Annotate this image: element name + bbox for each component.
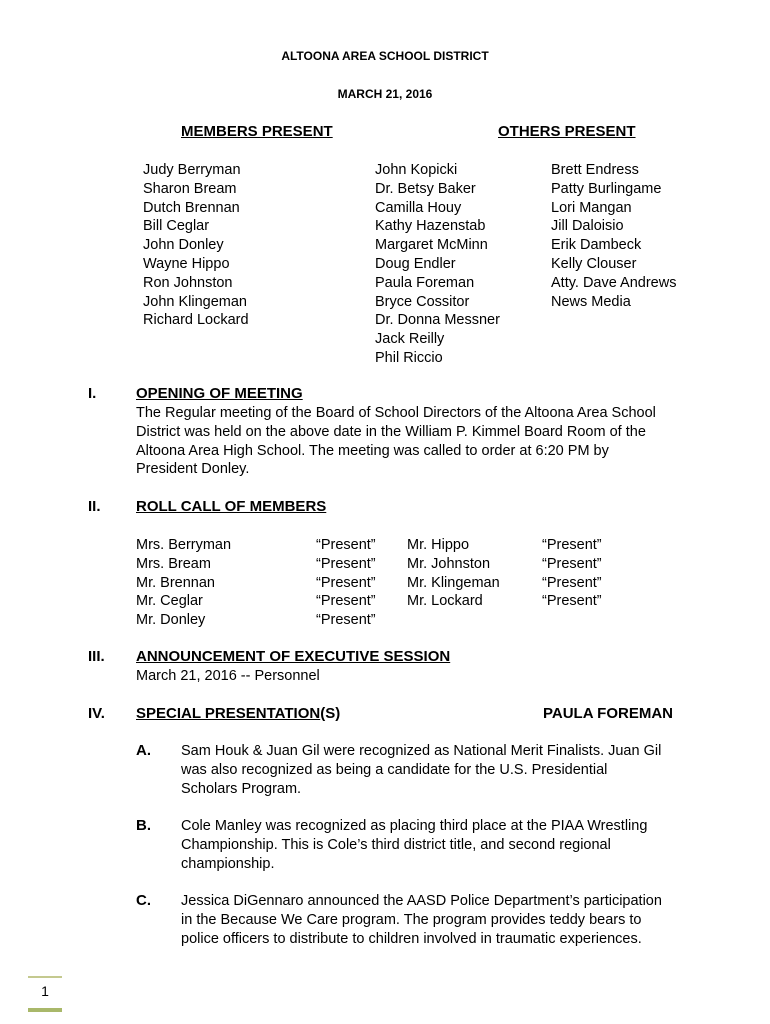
member-name: Sharon Bream: [143, 180, 237, 197]
other-name: Phil Riccio: [375, 349, 443, 366]
roll-call-left-names: [136, 536, 231, 630]
section-number: IV.: [88, 705, 105, 722]
member-name: John Klingeman: [143, 293, 247, 310]
other-name: Camilla Houy: [375, 199, 462, 216]
other-name: John Kopicki: [375, 162, 458, 178]
section-number: I.: [88, 385, 97, 402]
item-line: Jessica DiGennaro announced the AASD Police Department’s participation: [181, 893, 662, 909]
section-title-roll-call: ROLL CALL OF MEMBERS: [136, 498, 327, 515]
member-name: Wayne Hippo: [143, 255, 230, 272]
document-date: MARCH 21, 2016: [337, 87, 433, 101]
others-present-list-2: [551, 161, 676, 311]
other-name: Doug Endler: [375, 255, 456, 272]
section-title-suffix: (S): [320, 705, 341, 722]
other-name: Patty Burlingame: [551, 180, 662, 197]
roll-call-status: “Present”: [316, 593, 376, 610]
roll-call-status: “Present”: [316, 612, 376, 629]
item-letter: C.: [136, 892, 151, 909]
section-title-executive-session: ANNOUNCEMENT OF EXECUTIVE SESSION: [136, 648, 451, 665]
opening-paragraph: [136, 404, 656, 479]
paragraph-line: President Donley.: [136, 461, 250, 478]
roll-call-name: Mr. Donley: [136, 612, 206, 629]
section-title-opening: OPENING OF MEETING: [136, 385, 303, 402]
roll-call-name: Mrs. Bream: [136, 555, 211, 572]
member-name: Judy Berryman: [143, 162, 241, 178]
roll-call-status: “Present”: [316, 555, 376, 572]
other-name: Dr. Betsy Baker: [375, 180, 476, 197]
paragraph-line: District was held on the above date in the William P. Kimmel Board Room of the: [136, 423, 646, 440]
item-line: Championship. This is Cole’s third district title, and second regional: [181, 836, 611, 853]
document-org-title: ALTOONA AREA SCHOOL DISTRICT: [281, 49, 489, 63]
members-present-list: [143, 161, 249, 330]
other-name: Paula Foreman: [375, 274, 475, 291]
other-name: Lori Mangan: [551, 199, 632, 216]
roll-call-right-status: [542, 536, 602, 611]
member-name: John Donley: [143, 237, 224, 254]
item-line: championship.: [181, 855, 275, 872]
roll-call-status: “Present”: [542, 574, 602, 591]
executive-session-line: March 21, 2016 -- Personnel: [136, 668, 320, 684]
roll-call-name: Mr. Brennan: [136, 574, 215, 591]
member-name: Bill Ceglar: [143, 218, 210, 235]
others-present-heading: OTHERS PRESENT: [498, 123, 636, 140]
section-number: III.: [88, 648, 105, 665]
section-title-text: SPECIAL PRESENTATION: [136, 705, 321, 722]
item-b-text: [181, 817, 691, 873]
roll-call-status: “Present”: [542, 537, 602, 553]
roll-call-right-names: [407, 536, 500, 611]
page-number: 1: [41, 983, 49, 999]
other-name: Kelly Clouser: [551, 255, 637, 272]
section-number: II.: [88, 498, 101, 515]
roll-call-left-status: [316, 536, 376, 630]
member-name: Ron Johnston: [143, 274, 233, 291]
roll-call-status: “Present”: [542, 555, 602, 572]
page-number-box: [28, 976, 62, 1012]
other-name: Margaret McMinn: [375, 237, 488, 254]
roll-call-name: Mr. Ceglar: [136, 593, 203, 610]
item-c-text: [181, 892, 691, 948]
item-a-text: [181, 742, 691, 798]
other-name: Jack Reilly: [375, 331, 445, 348]
section-title-special-presentation: [136, 705, 340, 722]
other-name: Dr. Donna Messner: [375, 312, 500, 329]
roll-call-name: Mrs. Berryman: [136, 537, 232, 553]
other-name: Brett Endress: [551, 162, 639, 178]
member-name: Dutch Brennan: [143, 199, 240, 216]
item-line: Cole Manley was recognized as placing third place at the PIAA Wrestling: [181, 818, 648, 834]
other-name: Jill Daloisio: [551, 218, 624, 235]
other-name: News Media: [551, 293, 631, 310]
item-line: Sam Houk & Juan Gil were recognized as National Merit Finalists. Juan Gil: [181, 743, 662, 759]
other-name: Atty. Dave Andrews: [551, 274, 677, 291]
presenter-name: PAULA FOREMAN: [543, 705, 673, 722]
roll-call-name: Mr. Klingeman: [407, 574, 500, 591]
item-line: Scholars Program.: [181, 780, 302, 797]
paragraph-line: Altoona Area High School. The meeting was called to order at 6:20 PM by: [136, 442, 609, 459]
roll-call-name: Mr. Lockard: [407, 593, 483, 610]
item-letter: B.: [136, 817, 151, 834]
member-name: Richard Lockard: [143, 312, 249, 329]
paragraph-line: The Regular meeting of the Board of School Directors of the Altoona Area School: [136, 405, 656, 421]
item-line: was also recognized as being a candidate for the U.S. Presidential: [181, 761, 608, 778]
roll-call-status: “Present”: [316, 574, 376, 591]
other-name: Kathy Hazenstab: [375, 218, 486, 235]
others-present-list-1: [375, 161, 500, 368]
item-line: police officers to distribute to children involved in traumatic experiences.: [181, 930, 642, 947]
roll-call-name: Mr. Johnston: [407, 555, 491, 572]
roll-call-status: “Present”: [542, 593, 602, 610]
item-letter: A.: [136, 742, 151, 759]
roll-call-name: Mr. Hippo: [407, 537, 470, 553]
other-name: Bryce Cossitor: [375, 293, 470, 310]
roll-call-status: “Present”: [316, 537, 376, 553]
members-present-heading: MEMBERS PRESENT: [181, 123, 333, 140]
item-line: in the Because We Care program. The program provides teddy bears to: [181, 911, 642, 928]
other-name: Erik Dambeck: [551, 237, 642, 254]
